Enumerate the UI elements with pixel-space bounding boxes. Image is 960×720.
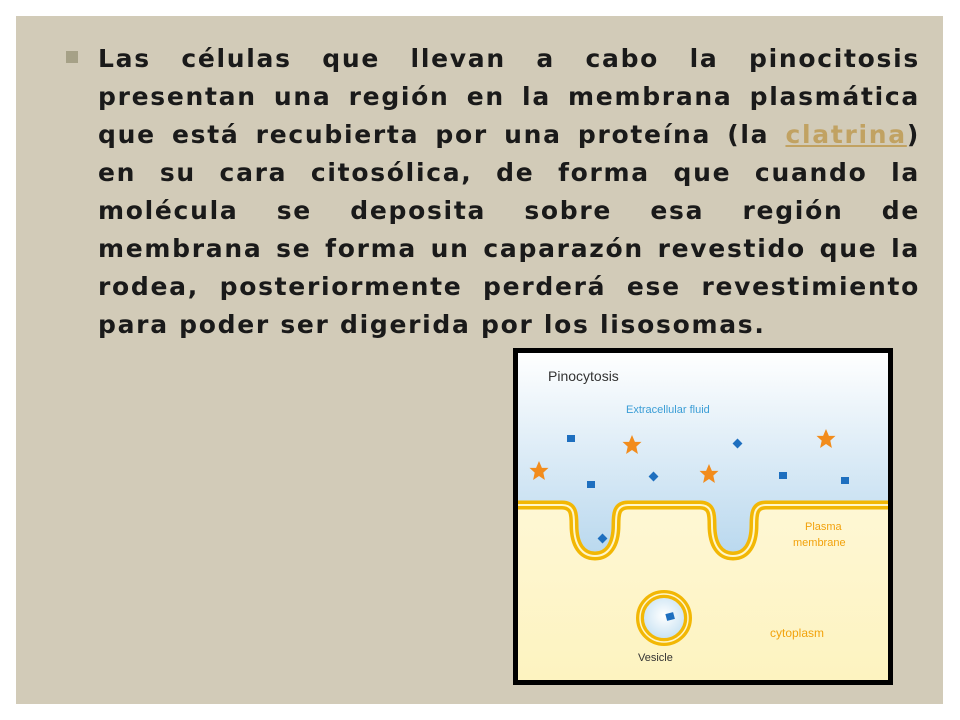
plasma-membrane-label-line2: membrane [793, 537, 846, 549]
plasma-membrane-label-line1: Plasma [805, 521, 842, 533]
bullet-text [98, 40, 920, 344]
cytoplasm-label: cytoplasm [770, 626, 825, 640]
slide-background [16, 16, 943, 704]
extracellular-fluid-label: Extracellular fluid [626, 404, 710, 416]
particle-square [587, 481, 595, 488]
particle-square [779, 472, 787, 479]
square-bullet-icon [66, 51, 78, 63]
particle-square [841, 477, 849, 484]
bullet-text-after: ) en su cara citosólica, de forma que cuando la molécula se deposita sobre esa región de membrana se forma un caparazón revestido que la rodea, posteriormente perderá ese revestimiento para poder ser digerida por los lisosomas. [98, 120, 920, 339]
clatrina-link[interactable]: clatrina [785, 120, 907, 149]
bullet-text-before: Las células que llevan a cabo la pinocitosis presentan una región en la membrana plasmática que está recubierta por una proteína (la [98, 44, 920, 149]
bullet-item [66, 40, 921, 344]
pinocytosis-diagram [513, 348, 893, 685]
diagram-title: Pinocytosis [548, 368, 619, 384]
particle-square [567, 435, 575, 442]
vesicle-label: Vesicle [638, 652, 673, 664]
